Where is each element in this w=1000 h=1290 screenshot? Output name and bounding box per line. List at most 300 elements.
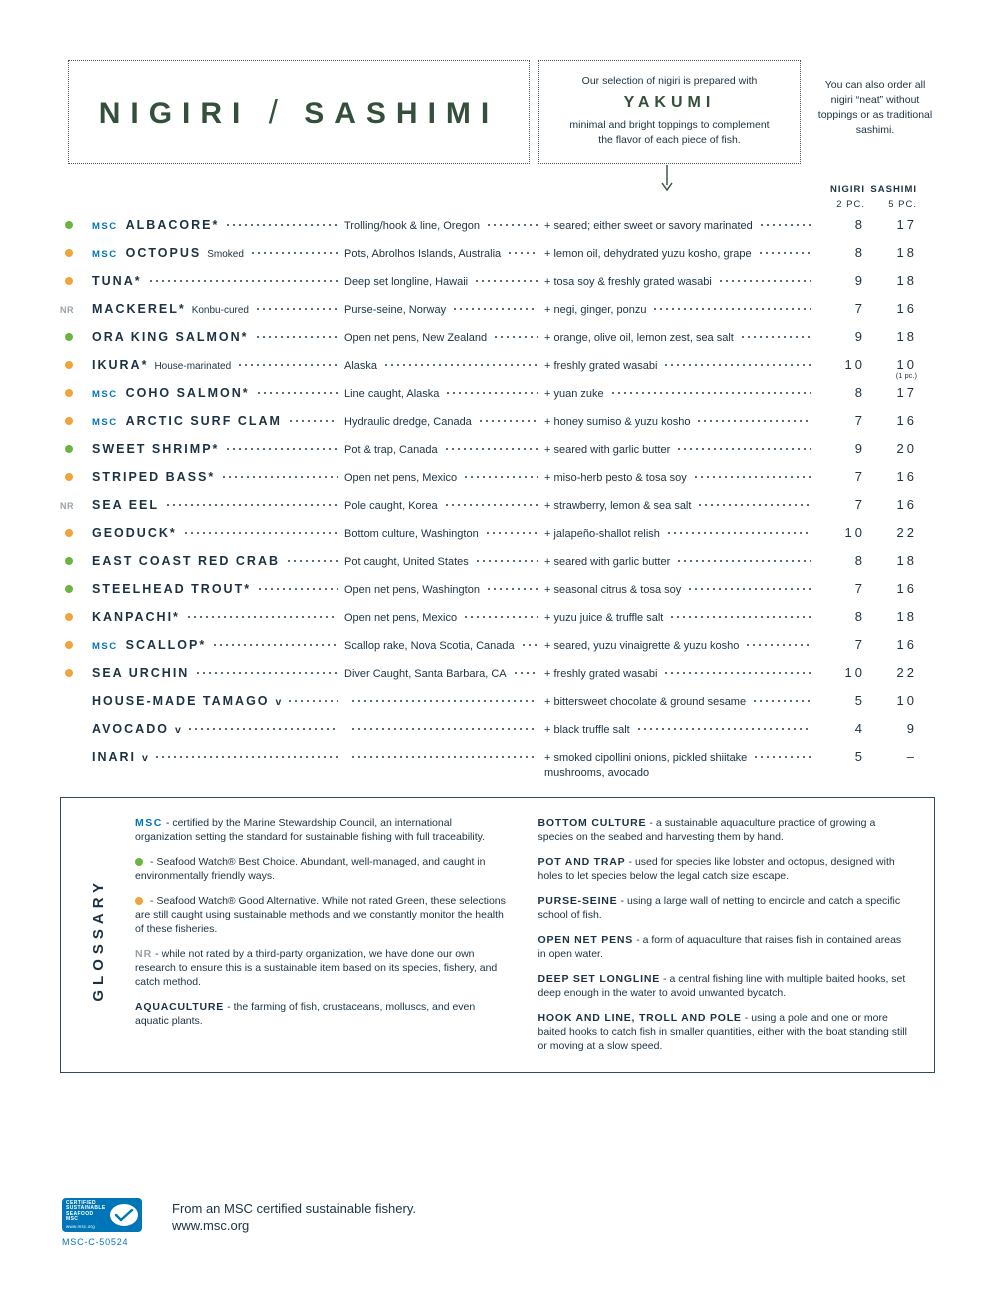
item-topping: + miso-herb pesto & tosa soy [544, 472, 687, 484]
glossary-term: PURSE-SEINE [537, 895, 618, 907]
glossary-definition: while not rated by a third-party organization, we have done our own research to ensure this is a sustainable item based on its species, fishery, and catch method. [135, 948, 498, 988]
dotted-leader [740, 336, 811, 338]
msc-logo [62, 1198, 142, 1232]
dotted-leader [759, 224, 811, 226]
dotted-leader [745, 644, 811, 646]
glossary-definition: a central fishing line with multiple baited hooks, set deep enough in the water to avoid unwanted bycatch. [537, 973, 906, 999]
dotted-leader [752, 700, 811, 702]
sustainability-indicator [60, 445, 92, 455]
price-sashimi-value: 16 [896, 581, 917, 596]
item-topping: + honey sumiso & yuzu kosho [544, 416, 691, 428]
price-nigiri: 7 [854, 497, 865, 512]
item-topping-wrap [544, 304, 646, 316]
sashimi-column-header: SASHIMI 5 PC. [870, 184, 917, 210]
dotted-leader [687, 588, 811, 590]
price-sashimi-value: 16 [896, 637, 917, 652]
msc-cert-code: MSC-C-50524 [62, 1237, 129, 1247]
item-name: OCTOPUS [125, 246, 202, 260]
title-word-sashimi: SASHIMI [304, 97, 500, 130]
price-sashimi [865, 301, 935, 316]
glossary-entry [538, 972, 911, 1000]
neat-order-note: You can also order all nigiri “neat” without toppings or as traditional sashimi. [817, 79, 933, 136]
price-sashimi-value: 22 [896, 525, 917, 540]
sustainability-indicator: NR [60, 501, 74, 511]
page-title [99, 93, 500, 131]
menu-item-row [60, 609, 935, 624]
glossary-definition: using a large wall of netting to encircle and catch a specific school of fish. [537, 895, 901, 921]
price-sashimi-value: 17 [896, 217, 917, 232]
item-source-column [344, 759, 544, 761]
price-sashimi [865, 329, 935, 344]
dotted-leader [718, 280, 811, 282]
dotted-leader [452, 308, 538, 310]
glossary-definition: Seafood Watch® Best Choice. Abundant, well-managed, and caught in environmentally friendly ways. [135, 856, 486, 882]
item-name: STEELHEAD TROUT* [92, 582, 252, 596]
item-topping: + lemon oil, dehydrated yuzu kosho, grape [544, 248, 752, 260]
menu-item-row [60, 245, 935, 260]
item-name-column [92, 414, 344, 428]
glossary-separator: - [636, 934, 640, 946]
dotted-leader [636, 728, 811, 730]
glossary-definition: the farming of fish, crustaceans, molluscs, and even aquatic plants. [135, 1001, 476, 1027]
price-nigiri: 7 [854, 469, 865, 484]
glossary-left-column [135, 816, 508, 1064]
price-sashimi [865, 245, 935, 260]
price-nigiri: 7 [854, 413, 865, 428]
item-name-column [92, 498, 344, 512]
dotted-leader [225, 448, 338, 450]
price-sashimi [865, 693, 935, 708]
glossary-definition: using a pole and one or more baited hooks to catch fish in smaller quantities, either with the boat standing still or moving at a slow speed. [537, 1012, 907, 1052]
item-name: MACKEREL* [92, 302, 186, 316]
item-name: STRIPED BASS* [92, 470, 216, 484]
glossary-definition: a sustainable aquaculture practice of growing a species on the seabed and harvesting them by hand. [537, 817, 876, 843]
item-name-column [92, 666, 344, 680]
item-topping: + yuzu juice & truffle salt [544, 612, 664, 624]
glossary-definition: used for species like lobster and octopus, designed with holes to let species below the legal catch size escape. [537, 856, 895, 882]
msc-logo-block [62, 1198, 148, 1247]
price-sashimi-value: 16 [896, 301, 917, 316]
item-source: Pot caught, United States [344, 556, 469, 568]
glossary-term: POT AND TRAP [537, 856, 626, 868]
price-sashimi-value: 17 [896, 385, 917, 400]
item-topping: + black truffle salt [544, 724, 630, 736]
yakumi-line2: minimal and bright toppings to complement [569, 119, 770, 131]
item-source-column [344, 444, 544, 456]
dotted-leader [753, 756, 811, 758]
dotted-leader [463, 616, 538, 618]
item-source: Scallop rake, Nova Scotia, Canada [344, 640, 515, 652]
glossary-entry [135, 947, 508, 989]
price-sashimi-value: 9 [906, 721, 917, 736]
item-topping-column [544, 248, 817, 260]
item-name: ARCTIC SURF CLAM [125, 414, 282, 428]
item-topping: + negi, ginger, ponzu [544, 304, 647, 316]
item-source: Pole caught, Korea [344, 500, 438, 512]
item-topping-wrap [544, 276, 712, 288]
glossary-separator: - [165, 817, 170, 829]
dotted-leader [676, 560, 811, 562]
dotted-leader [154, 756, 338, 758]
glossary-entry [538, 894, 911, 922]
sustainability-indicator [60, 333, 92, 343]
price-sashimi-value: 20 [896, 441, 917, 456]
item-topping-wrap [544, 500, 691, 512]
price-nigiri: 4 [854, 721, 865, 736]
price-nigiri: 9 [854, 273, 865, 288]
msc-fish-check-icon [110, 1204, 138, 1226]
glossary-separator: - [628, 856, 632, 868]
menu-item-row [60, 469, 935, 484]
sustainability-indicator [60, 669, 92, 679]
item-preparation: House-marinated [154, 361, 232, 372]
item-source-column [344, 612, 544, 624]
item-source: Open net pens, Washington [344, 584, 480, 596]
item-topping: + seared with garlic butter [544, 556, 671, 568]
price-sashimi-value: 18 [896, 609, 917, 624]
dotted-leader [493, 336, 538, 338]
item-source-column [344, 640, 544, 652]
sustainability-indicator [60, 529, 92, 539]
price-sashimi [865, 441, 935, 456]
menu-item-row [60, 665, 935, 680]
glossary-definition: Seafood Watch® Good Alternative. While not rated Green, these selections are still caught using sustainable methods and we constantly monitor the health of these fisheries. [135, 895, 506, 935]
price-nigiri: 7 [854, 637, 865, 652]
item-topping-column [544, 388, 817, 400]
item-source-column [344, 220, 544, 232]
item-topping-wrap [544, 668, 657, 680]
dotted-leader [383, 364, 538, 366]
dotted-leader [696, 420, 811, 422]
sustainability-indicator [60, 221, 92, 231]
price-sashimi [865, 721, 935, 736]
item-source: Deep set longline, Hawaii [344, 276, 469, 288]
item-source: Trolling/hook & line, Oregon [344, 220, 480, 232]
price-sashimi-value: – [906, 749, 917, 764]
menu-item-row [60, 357, 935, 380]
item-source: Purse-seine, Norway [344, 304, 447, 316]
nigiri-column-header: NIGIRI 2 PC. [829, 184, 865, 210]
item-name: ALBACORE* [125, 218, 220, 232]
dotted-leader [486, 588, 538, 590]
item-source-column [344, 332, 544, 344]
dotted-leader [148, 280, 338, 282]
dotted-leader [666, 532, 811, 534]
price-nigiri: 8 [854, 245, 865, 260]
glossary-right-column [538, 816, 911, 1064]
price-sashimi [865, 469, 935, 484]
price-nigiri: 8 [854, 385, 865, 400]
menu-item-row [60, 301, 935, 316]
item-source: Pot & trap, Canada [344, 444, 438, 456]
sustainability-indicator [60, 249, 92, 259]
item-source-column [344, 304, 544, 316]
sustainability-indicator [60, 389, 92, 399]
item-name: SWEET SHRIMP* [92, 442, 220, 456]
dotted-leader [221, 476, 338, 478]
item-name: SCALLOP* [125, 638, 207, 652]
sustainability-indicator [60, 585, 92, 595]
footer-line2: www.msc.org [172, 1218, 250, 1233]
glossary-definition: a form of aquaculture that raises fish in contained areas in open water. [537, 934, 902, 960]
msc-certified-label: MSC [92, 249, 118, 260]
price-sashimi [865, 525, 935, 540]
dotted-leader [255, 308, 338, 310]
menu-item-row [60, 329, 935, 344]
item-source-column [344, 584, 544, 596]
item-topping-wrap [544, 696, 746, 708]
dotted-leader [288, 420, 338, 422]
item-name: EAST COAST RED CRAB [92, 554, 281, 568]
glossary-entry [135, 894, 508, 936]
price-sashimi [865, 609, 935, 624]
dotted-leader [693, 476, 811, 478]
glossary-entry [538, 933, 911, 961]
dotted-leader [257, 588, 338, 590]
price-sashimi [865, 497, 935, 512]
dotted-leader [485, 532, 538, 534]
dotted-leader [165, 504, 338, 506]
item-name: TUNA* [92, 274, 142, 288]
item-source: Bottom culture, Washington [344, 528, 479, 540]
title-box [68, 60, 530, 164]
item-topping: + smoked cipollini onions, pickled shiitake [544, 752, 748, 764]
item-topping: + bittersweet chocolate & ground sesame [544, 696, 747, 708]
glossary-vertical-label: GLOSSARY [89, 878, 107, 1002]
item-source-column [344, 472, 544, 484]
item-topping-column [544, 668, 817, 680]
sustainability-indicator: NR [60, 305, 74, 315]
price-sashimi-value: 18 [896, 273, 917, 288]
msc-logo-text: CERTIFIED SUSTAINABLE SEAFOOD MSC www.msc.org [66, 1201, 110, 1230]
dotted-leader [507, 252, 538, 254]
item-name: HOUSE-MADE TAMAGO [92, 694, 270, 708]
menu-item-row [60, 217, 935, 232]
price-sashimi-value: 18 [896, 245, 917, 260]
dotted-leader [187, 728, 338, 730]
item-topping: + tosa soy & freshly grated wasabi [544, 276, 712, 288]
dotted-leader [513, 672, 538, 674]
price-column-headers [60, 164, 935, 215]
item-topping-column [544, 360, 817, 372]
item-name-column [92, 610, 344, 624]
glossary-entry [538, 1011, 911, 1053]
item-preparation: Konbu-cured [191, 305, 249, 316]
item-topping-wrap [544, 332, 734, 344]
vegetarian-mark: v [275, 696, 282, 708]
yakumi-note-box [538, 60, 801, 164]
item-name-column [92, 526, 344, 540]
menu-item-row [60, 553, 935, 568]
menu-list [60, 217, 935, 779]
sustainability-indicator [60, 613, 92, 623]
item-name-column [92, 470, 344, 484]
msc-logo-url: www.msc.org [66, 1223, 95, 1229]
dotted-leader [676, 448, 811, 450]
item-source-column [344, 528, 544, 540]
item-topping-wrap [544, 528, 660, 540]
price-sashimi [865, 581, 935, 596]
item-topping: + orange, olive oil, lemon zest, sea salt [544, 332, 734, 344]
dotted-leader [610, 392, 811, 394]
glossary-separator: - [620, 895, 624, 907]
item-topping-wrap [544, 640, 739, 652]
title-slash: / [268, 93, 278, 130]
item-name-column [92, 386, 344, 400]
item-topping: + seasonal citrus & tosa soy [544, 584, 682, 596]
item-name-column [92, 638, 344, 652]
dotted-leader [463, 476, 538, 478]
price-nigiri: 10 [844, 357, 865, 372]
item-name-column [92, 246, 344, 260]
glossary-entry [135, 1000, 508, 1028]
dotted-leader [195, 672, 338, 674]
item-name: AVOCADO [92, 722, 169, 736]
price-sashimi [865, 553, 935, 568]
menu-item-row [60, 441, 935, 456]
item-name-column [92, 358, 344, 372]
item-source-column [344, 248, 544, 260]
dotted-leader [652, 308, 811, 310]
price-sashimi-value: 16 [896, 413, 917, 428]
dotted-leader [444, 504, 538, 506]
dotted-leader [663, 672, 811, 674]
title-word-nigiri: NIGIRI [98, 97, 251, 130]
item-source-column [344, 500, 544, 512]
item-topping-wrap [544, 472, 687, 484]
item-name-column [92, 722, 344, 736]
dotted-leader [183, 532, 338, 534]
item-source: Alaska [344, 360, 378, 372]
item-topping: + jalapeño-shallot relish [544, 528, 660, 540]
glossary-separator: - [649, 817, 653, 829]
sustainability-indicator [60, 417, 92, 427]
price-nigiri: 5 [854, 693, 865, 708]
dotted-leader [286, 560, 338, 562]
price-sashimi-value: 18 [896, 553, 917, 568]
item-name-column [92, 582, 344, 596]
item-name-column [92, 750, 344, 764]
item-source: Open net pens, New Zealand [344, 332, 488, 344]
dotted-leader [521, 644, 538, 646]
glossary-term: NR [135, 948, 153, 960]
down-arrow-icon [660, 164, 674, 197]
item-source-column [344, 703, 544, 705]
item-source: Line caught, Alaska [344, 388, 440, 400]
glossary-term: DEEP SET LONGLINE [537, 973, 661, 985]
menu-item-row [60, 273, 935, 288]
item-source: Open net pens, Mexico [344, 612, 458, 624]
sustainability-indicator [60, 361, 92, 371]
price-nigiri: 9 [854, 441, 865, 456]
glossary-entry [538, 816, 911, 844]
price-sashimi [865, 665, 935, 680]
glossary-separator: - [150, 895, 154, 907]
item-name-column [92, 694, 344, 708]
item-topping: + seared; either sweet or savory marinated [544, 220, 753, 232]
glossary-entry [538, 855, 911, 883]
item-topping: + seared, yuzu vinaigrette & yuzu kosho [544, 640, 740, 652]
menu-item-row [60, 637, 935, 652]
price-nigiri: 10 [844, 665, 865, 680]
item-name: INARI [92, 750, 137, 764]
item-topping-column [544, 304, 817, 316]
item-name-column [92, 218, 344, 232]
item-name: GEODUCK* [92, 526, 177, 540]
price-sashimi: 10 (1 pc.) [895, 357, 917, 380]
dotted-leader [212, 644, 338, 646]
dotted-leader [256, 392, 338, 394]
item-source: Diver Caught, Santa Barbara, CA [344, 668, 507, 680]
item-topping-wrap [544, 556, 670, 568]
price-sashimi [865, 637, 935, 652]
item-topping: + yuan zuke [544, 388, 604, 400]
price-sashimi-value: 22 [896, 665, 917, 680]
item-name-column [92, 554, 344, 568]
dotted-leader [237, 364, 338, 366]
glossary-term: OPEN NET PENS [537, 934, 634, 946]
dotted-leader [225, 224, 338, 226]
item-source-column [344, 276, 544, 288]
price-nigiri: 8 [854, 609, 865, 624]
indicator-dot [135, 897, 143, 905]
dotted-leader [255, 336, 338, 338]
item-topping-column [544, 724, 817, 736]
item-source-column [344, 388, 544, 400]
item-source-column [344, 668, 544, 680]
item-topping-column [544, 472, 817, 484]
item-topping-wrap [544, 444, 670, 456]
dotted-leader [350, 756, 538, 758]
item-topping-wrap [544, 220, 753, 232]
menu-item-row [60, 581, 935, 596]
item-source-column [344, 416, 544, 428]
item-name-column [92, 442, 344, 456]
footer-text [172, 1198, 416, 1234]
glossary-separator: - [744, 1012, 749, 1024]
yakumi-line1: Our selection of nigiri is prepared with [581, 75, 758, 87]
glossary-separator: - [150, 856, 154, 868]
dotted-leader [444, 448, 538, 450]
footer [62, 1198, 416, 1247]
glossary-term: AQUACULTURE [135, 1001, 225, 1013]
item-name: IKURA* [92, 358, 149, 372]
yakumi-word: YAKUMI [623, 94, 716, 111]
vegetarian-mark: v [174, 724, 181, 736]
item-topping-wrap [544, 388, 604, 400]
item-name: SEA URCHIN [92, 666, 190, 680]
menu-item-row [60, 385, 935, 400]
item-name: ORA KING SALMON* [92, 330, 249, 344]
price-sashimi-value: 16 [896, 497, 917, 512]
item-source: Pots, Abrolhos Islands, Australia [344, 248, 502, 260]
dotted-leader [669, 616, 811, 618]
item-name: KANPACHI* [92, 610, 180, 624]
item-preparation: Smoked [207, 249, 244, 260]
header [60, 60, 935, 164]
vegetarian-mark: v [142, 752, 148, 764]
dotted-leader [663, 364, 811, 366]
sustainability-indicator [60, 473, 92, 483]
glossary-entry [135, 855, 508, 883]
menu-item-row [60, 749, 935, 779]
menu-item-row [60, 721, 935, 736]
yakumi-line3: the flavor of each piece of fish. [598, 134, 741, 146]
dotted-leader [758, 252, 811, 254]
glossary-section [60, 797, 935, 1073]
price-sashimi [865, 385, 935, 400]
sustainability-indicator [60, 641, 92, 651]
